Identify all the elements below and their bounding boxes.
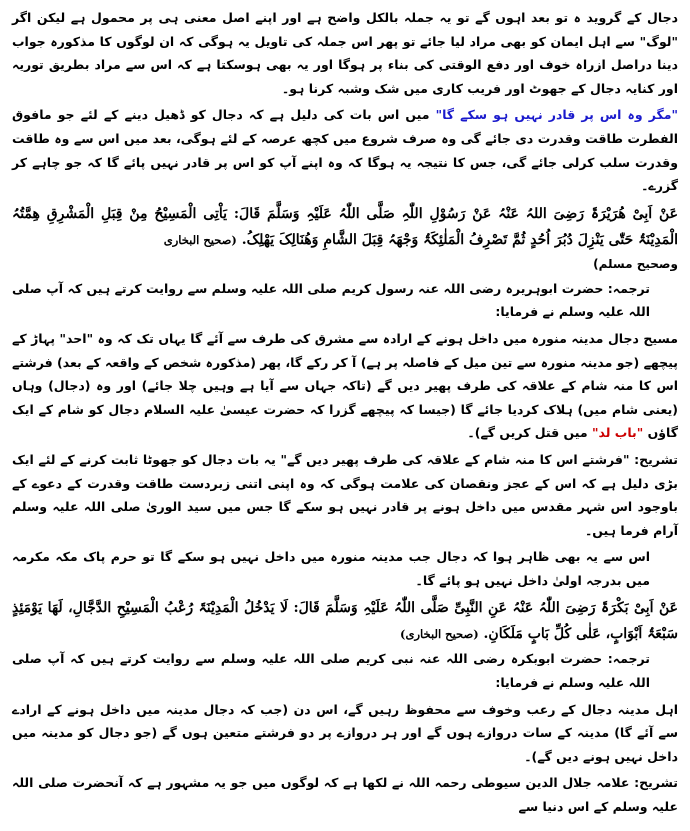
hadith-source: (صحیح البخاری) bbox=[400, 627, 479, 642]
tashreeh-label: تشریح: bbox=[634, 451, 678, 467]
hadith-arabic-text: عَنْ اَبِیْ بَکْرَۃَ رَضِیَ اللّٰہُ عَنْہُ عَنِ النَّبِیِّ صَلَّی اللّٰہُ عَلَیْہِ وَسَلَّمَ قَالَ: لَا یَدْخُلُ الْمَدِیْنَۃَ رُعْبُ الْمَسِیْحِ الدَّجَّالِ، لَھَا یَوْمَئِذٍ سَبْعَۃُ اَبْوَابٍ، عَلٰی کُلِّ بَابٍ مَلَکَانِ. bbox=[12, 600, 678, 643]
hadith-arabic-text: عَنْ اَبِیْ ھُرَیْرَۃَ رَضِیَ اللہُ عَنْہُ عَنْ رَسُوْلِ اللّٰہِ صَلَّی اللّٰہُ عَلَیْہِ وَسَلَّمَ قَالَ: یَاْتِی الْمَسِیْحُ مِنْ قِبَلِ الْمَشْرِقِ ھِمَّتُہُ الْمَدِیْنَۃُ حَتّٰی یَنْزِلَ دُبُرَ اُحُدٍ ثُمَّ تَصْرِفُ الْمَلٰئِکَۃُ وَجْھَہُ قِبَلَ الشَّامِ وَھُنَالِکَ یَھْلِکُ. bbox=[12, 205, 678, 248]
translation-body-2: اہل مدینہ دجال کے رعب وخوف سے محفوظ رہیں گے، اس دن (جب کہ دجال مدینہ میں داخل ہونے کے ارادے سے آئے گا) مدینہ کے سات دروازے ہوں گے اور ہر دروازے پر دو فرشتے متعین ہوں گے (جو دجال کو مدینہ میں داخل نہیں ہونے دیں گے)۔ bbox=[12, 701, 678, 764]
tashreeh-text: علامہ جلال الدین سیوطی رحمہ اللہ نے لکھا ہے کہ لوگوں میں جو یہ مشہور ہے کہ آنحضرت صلی اللہ علیہ وسلم کے اس دنیا سے bbox=[12, 775, 678, 815]
translation-heading-2: ترجمہ: حضرت ابوبکرہ رضی اللہ عنہ نبی کریم صلی اللہ علیہ وسلم سے روایت کرتے ہیں کہ آپ صلی اللہ علیہ وسلم نے فرمایا: bbox=[12, 651, 650, 691]
paragraph-incapable bbox=[12, 103, 678, 197]
paragraph-makkah: اس سے یہ بھی ظاہر ہوا کہ دجال جب مدینہ منورہ میں داخل نہیں ہو سکے گا تو حرم پاک مکہ مکرمہ میں بدرجہ اولیٰ داخل نہیں ہو پائے گا۔ bbox=[12, 549, 650, 588]
tashreeh-quote: "فرشتے اس کا منہ شام کے علاقہ کی طرف پھیر دیں گے" bbox=[280, 451, 630, 467]
tashreeh-1 bbox=[12, 448, 678, 542]
hadith-source: (صحیح البخاری bbox=[163, 232, 237, 247]
hadith-arabic-2 bbox=[12, 595, 678, 647]
hadith-arabic-1 bbox=[12, 201, 678, 253]
translation-text-end: میں قتل کریں گے)۔ bbox=[467, 425, 592, 441]
highlighted-quote: "مگر وہ اس پر قادر نہیں ہو سکے گا" bbox=[435, 107, 678, 123]
hadith-source-continued: وصحیح مسلم) bbox=[593, 256, 678, 271]
tashreeh-text: یہ بات دجال کو جھوٹا ثابت کرنے کے لئے ایک بڑی دلیل ہے کہ اس کے عجز ونقصان کی علامت ہوگی کہ وہ اپنی اتنی زبردست طاقت وقدرت کے دعوے کے باوجود اس شہر مقدس میں داخل ہونے پر قادر نہیں ہو سکے گا جس میں سید الوریٰ صلی اللہ علیہ وسلم آرام فرما ہیں۔ bbox=[12, 451, 678, 538]
translation-text: مسیح دجال مدینہ منورہ میں داخل ہونے کے ارادہ سے مشرق کی طرف سے آئے گا یہاں تک کہ وہ "احد" پہاڑ کے پیچھے (جو مدینہ منورہ سے تین میل کے فاصلہ پر ہے) آ کر رکے گا، پھر (مذکورہ شخص کے واقعہ کے بعد) فرشتے اس کا منہ شام کے علاقہ کی طرف پھیر دیں گے (تاکہ جہاں سے آیا ہے وہیں چلا جائے) اور وہ (دجال) وہاں (یعنی شام میں) ہلاک کردیا جائے گا (جیسا کہ پیچھے گزرا کہ حضرت عیسیٰ علیہ السلام دجال کو شام کے ایک گاؤں bbox=[12, 330, 678, 441]
translation-heading-1: ترجمہ: حضرت ابوہریرہ رضی اللہ عنہ رسول کریم صلی اللہ علیہ وسلم سے روایت کرتے ہیں کہ آپ صلی اللہ علیہ وسلم نے فرمایا: bbox=[12, 280, 650, 320]
intro-paragraph: دجال کے گروید ہ تو بعد اہوں گے تو یہ جملہ بالکل واضح ہے اور اپنے اصل معنی ہی پر محمول ہے لیکن اگر "لوگ" سے اہل ایمان کو بھی مراد لیا جائے تو پھر اس جملہ کی تاویل یہ ہوگی کہ ان لوگوں کا مذکورہ جواب دینا دراصل ازراہ خوف اور دفع الوقتی کی بناء پر ہوگا اور یہ بھی ہوسکتا ہے کہ اس سے مراد بطریق توریہ اور کنایہ دجال کے جھوٹ اور فریب کاری میں شک وشبہ کرنا ہو۔ bbox=[12, 10, 678, 96]
tashreeh-label: تشریح: bbox=[634, 775, 678, 791]
translation-body-1 bbox=[12, 327, 678, 445]
place-name-bab-lud: "باب لد" bbox=[591, 425, 644, 441]
tashreeh-2 bbox=[12, 771, 678, 818]
paragraph-text: میں اس بات کی دلیل ہے کہ دجال کو ڈھیل دینے کے لئے جو مافوق الفطرت طاقت وقدرت دی جائے گی وہ صرف شروع میں کچھ عرصہ کے لئے ہوگی، بعد میں اس سے وہ طاقت وقدرت سلب کرلی جائے گی، جس کا نتیجہ یہ ہوگا کہ وہ اپنے آپ کو اس پر قادر نہیں پائے گا کہ جو چاہے کر گزرے۔ bbox=[12, 107, 678, 194]
